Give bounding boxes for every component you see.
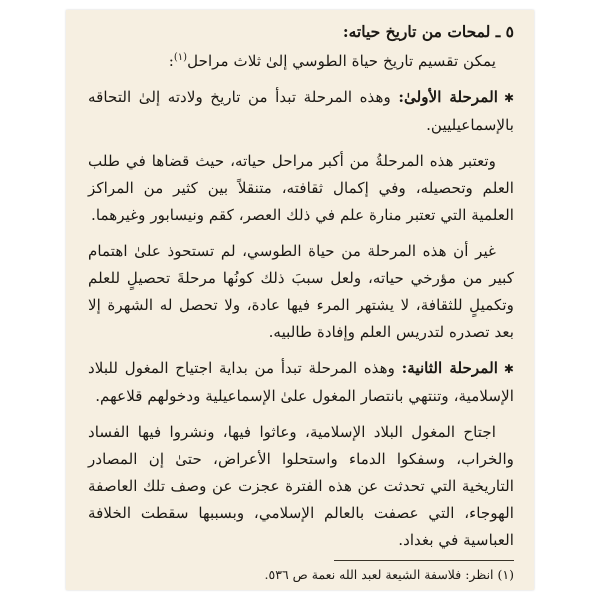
section-heading: ٥ ـ لمحات من تاريخ حياته: — [342, 22, 514, 41]
intro-colon: : — [168, 52, 174, 70]
stage-one-paragraph — [88, 84, 514, 139]
stage-one-title: المرحلة الأولىٰ: — [398, 88, 498, 106]
body-paragraph: وتعتبر هذه المرحلةُ من أكبر مراحل حياته، حيث قضاها في طلب العلم وتحصيله، وفي إكمال ثقافته، متنقلاً بين كثير من المراكز العلمية التي تعتبر منارة علم في ذلك العصر، كقم ونيسابور وغيرهما. — [88, 152, 514, 224]
stage-two-title: المرحلة الثانية: — [401, 359, 498, 377]
intro-text: يمكن تقسيم تاريخ حياة الطوسي إلىٰ ثلاث مراحل — [187, 52, 496, 70]
bullet-icon: ✱ — [503, 362, 514, 376]
body-paragraph: اجتاح المغول البلاد الإسلامية، وعاثوا فيها، ونشروا فيها الفساد والخراب، وسفكوا الدماء واستحلوا الأعراض، حتىٰ إن المصادر التاريخية التي تحدثت عن هذه الفترة عجزت عن وصف تلك العاصفة الهوجاء، التي عصفت بالعالم الإسلامي، وبسببها سقطت الخلافة العباسية في بغداد. — [88, 423, 514, 549]
page-body — [88, 18, 514, 563]
body-paragraph: غير أن هذه المرحلة من حياة الطوسي، لم تستحوذ علىٰ اهتمام كبير من مؤرخي حياته، ولعل سببَ ذلك كونُها مرحلةَ تحصيلٍ للعلم وتكميلٍ للثقافة، لا يشتهر المرء فيها عادة، ولا تحصل له الشهرة إلا بعد تصدره لتدريس العلم وإفادة طالبيه. — [88, 242, 514, 341]
stage-two-text: وهذه المرحلة تبدأ من بداية اجتياح المغول للبلاد الإسلامية، وتنتهي بانتصار المغول علىٰ الإسماعيلية ودخولهم قلاعهم. — [88, 359, 514, 405]
intro-paragraph — [88, 48, 514, 75]
footnote-reference: (١) — [173, 51, 188, 63]
bullet-icon: ✱ — [503, 91, 514, 105]
footnote: (١) انظر: فلاسفة الشيعة لعبد الله نعمة ص ٥٣٦. — [334, 560, 514, 582]
stage-one-text: وهذه المرحلة تبدأ من تاريخ ولادته إلىٰ التحاقه بالإسماعيليين. — [88, 88, 514, 134]
stage-two-paragraph — [88, 355, 514, 410]
book-page — [66, 10, 534, 590]
